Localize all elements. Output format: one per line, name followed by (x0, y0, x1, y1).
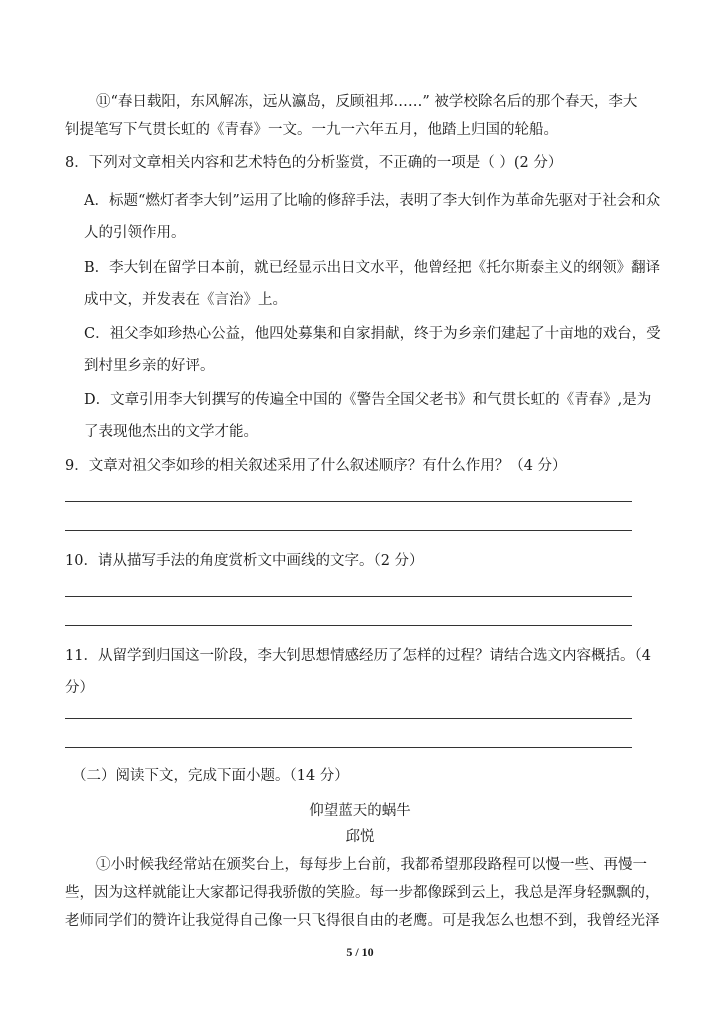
article-para-1-line-2: 些，因为这样就能让大家都记得我骄傲的笑脸。每一步都像踩到云上，我总是浑身轻飘飘的， (65, 885, 660, 901)
answer-line-q11-2[interactable] (65, 747, 632, 748)
q8-option-b-line-2: 成中文，并发表在《言治》上。 (84, 292, 287, 308)
answer-line-q10-1[interactable] (65, 596, 632, 597)
question-9-stem: 9．文章对祖父李如珍的相关叙述采用了什么叙述顺序？有什么作用？（4 分） (65, 458, 567, 474)
article-title: 仰望蓝天的蜗牛 (309, 803, 411, 819)
q8-option-d-line-2: 了表现他杰出的文学才能。 (84, 424, 258, 440)
section-2-heading: （二）阅读下文，完成下面小题。（14 分） (72, 768, 349, 784)
q8-option-c-line-2: 到村里乡亲的好评。 (84, 358, 215, 374)
question-11-line-1: 11．从留学到归国这一阶段，李大钊思想情感经历了怎样的过程？请结合选文内容概括。（4 (65, 648, 651, 664)
q8-option-a-line-1: A．标题“燃灯者李大钊”运用了比喻的修辞手法，表明了李大钊作为革命先驱对于社会和众 (84, 193, 661, 209)
q8-option-a-line-2: 人的引领作用。 (84, 225, 186, 241)
answer-line-q10-2[interactable] (65, 625, 632, 626)
answer-line-q9-2[interactable] (65, 530, 632, 531)
paragraph-11-line-1: ⑪“春日载阳，东风解冻，远从瀛岛，反顾祖邦……” 被学校除名后的那个春天，李大 (96, 94, 638, 110)
answer-line-q11-1[interactable] (65, 718, 632, 719)
article-para-1-line-1: ①小时候我经常站在颁奖台上，每每步上台前，我都希望那段路程可以慢一些、再慢一 (96, 857, 647, 873)
article-author: 邱悦 (345, 829, 375, 845)
article-para-1-line-3: 老师同学们的赞许让我觉得自己像一只飞得很自由的老鹰。可是我怎么也想不到，我曾经光泽 (65, 913, 660, 929)
question-8-stem: 8．下列对文章相关内容和艺术特色的分析鉴赏，不正确的一项是（ ）(2 分） (65, 155, 563, 171)
q8-option-d-line-1: D．文章引用李大钊撰写的传遍全中国的《警告全国父老书》和气贯长虹的《青春》,是为 (84, 392, 652, 408)
question-10-stem: 10．请从描写手法的角度赏析文中画线的文字。（2 分） (65, 553, 424, 569)
question-11-line-2: 分） (65, 680, 94, 696)
q8-option-c-line-1: C．祖父李如珍热心公益，他四处募集和自家捐献，终于为乡亲们建起了十亩地的戏台，受 (84, 326, 661, 342)
paragraph-11-line-2: 钊提笔写下气贯长虹的《青春》一文。一九一六年五月，他踏上归国的轮船。 (65, 122, 558, 138)
q8-option-b-line-1: B．李大钊在留学日本前，就已经显示出日文水平，他曾经把《托尔斯泰主义的纲领》翻译 (84, 260, 661, 276)
page-number: 5 / 10 (346, 945, 374, 959)
answer-line-q9-1[interactable] (65, 501, 632, 502)
